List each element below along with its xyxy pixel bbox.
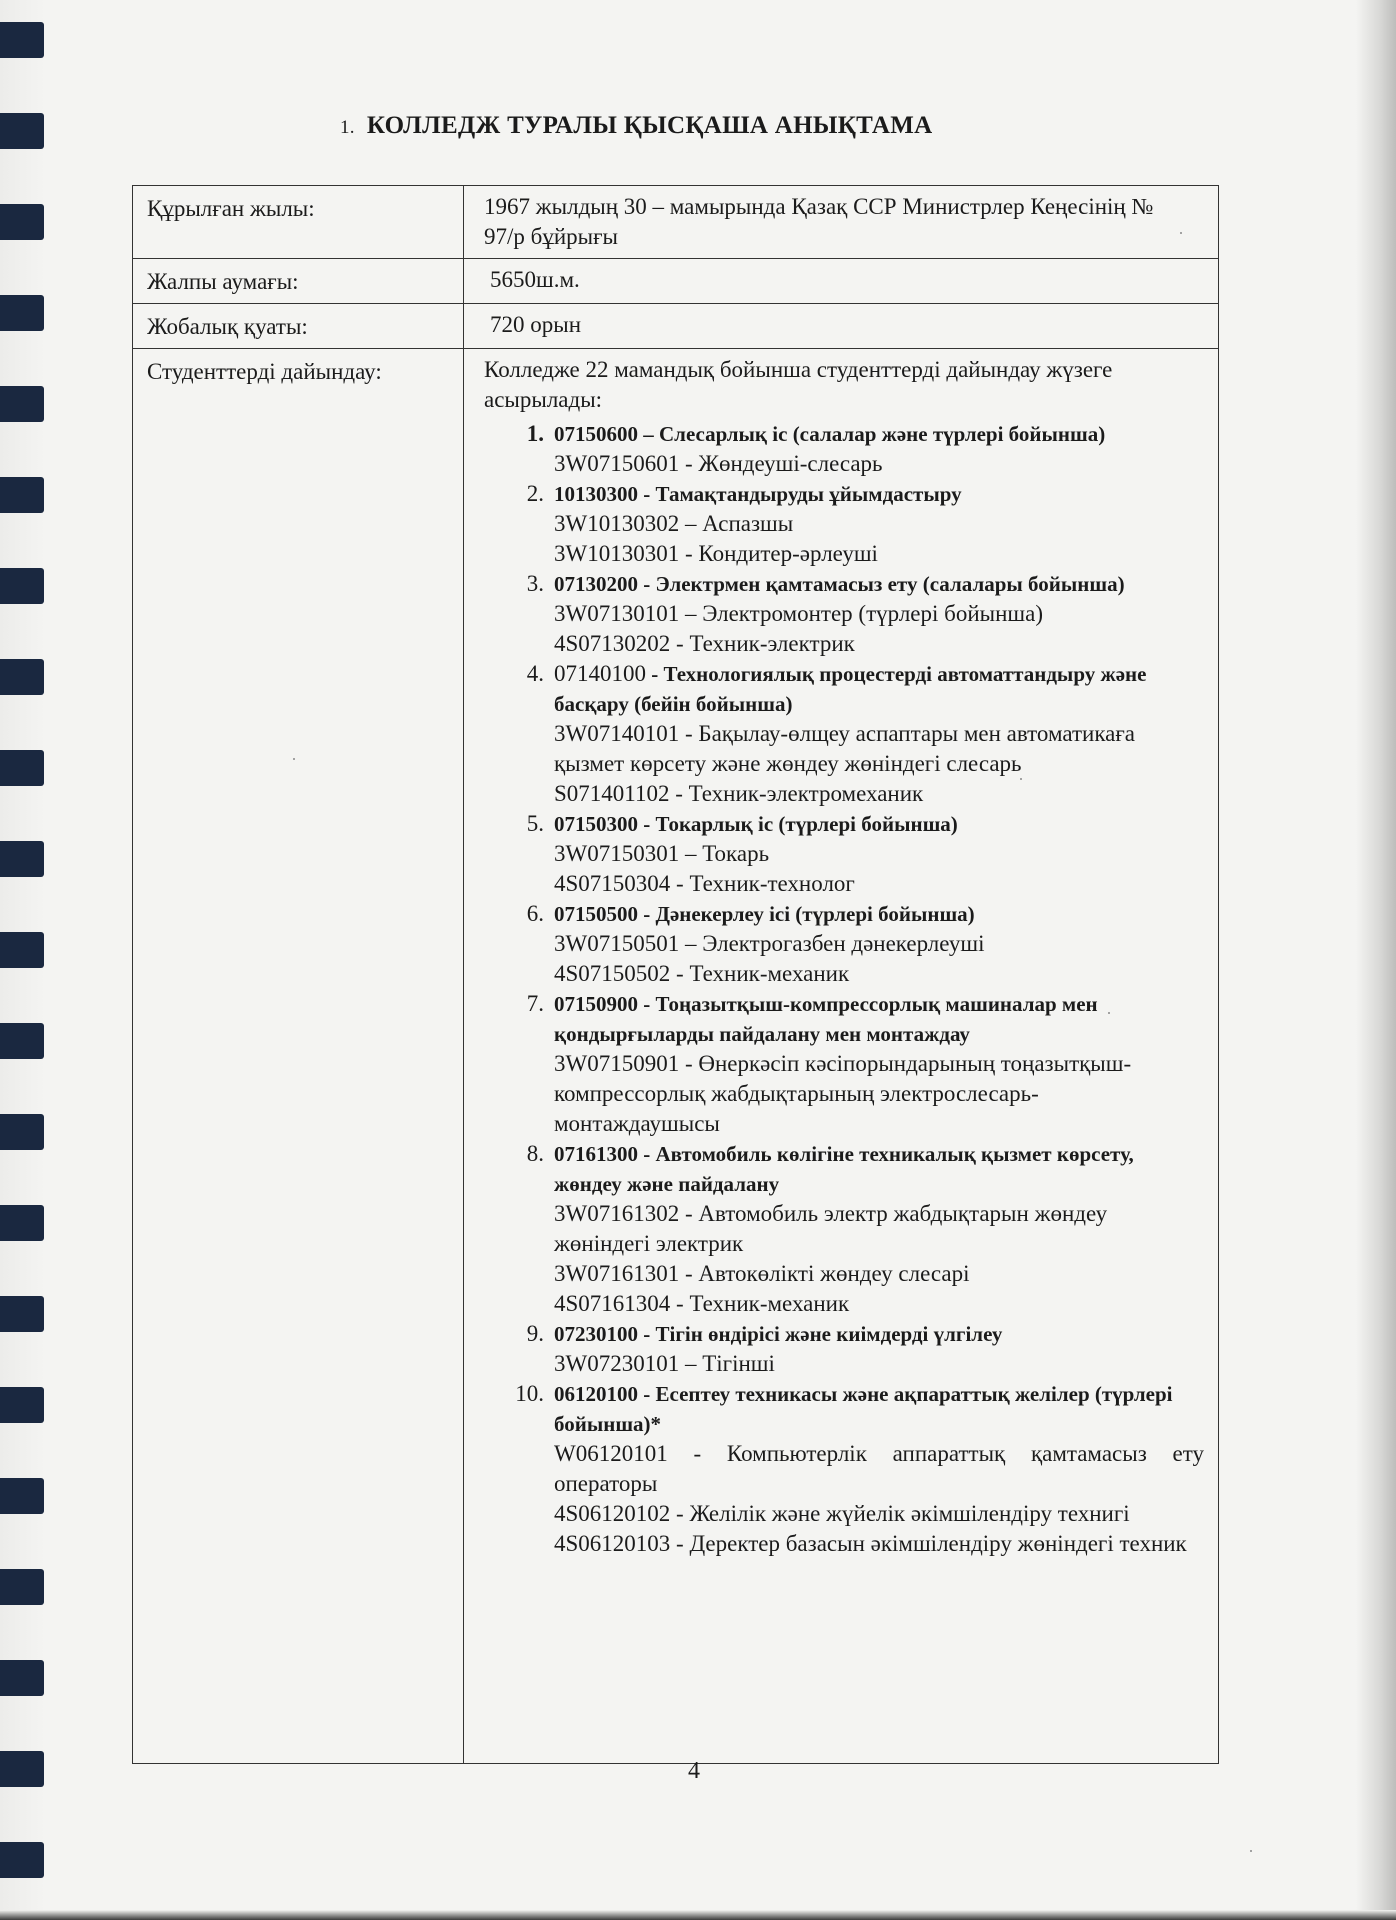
binding-ring [0,932,44,968]
binding-ring [0,204,44,240]
specialty-title: 07230100 - Тігін өндірісі және киімдерді үлгілеу [554,1322,1003,1346]
list-item [484,809,1204,899]
qualification: 3W10130302 – Аспазшы [554,511,794,536]
specialty-title: 07130200 - Электрмен қамтамасыз ету (салалары бойынша) [554,572,1125,596]
heading-title: КОЛЛЕДЖ ТУРАЛЫ ҚЫСҚАША АНЫҚТАМА [366,112,933,139]
list-item [484,569,1204,659]
binding-ring [0,659,44,695]
specialty-title: 07161300 - Автомобиль көлігіне техникалық қызмет көрсету, жөндеу және пайдалану [554,1142,1134,1196]
specialty-name: - Технологиялық процестерді автоматтандыру және басқару (бейін бойынша) [554,662,1147,716]
binding-ring [0,113,44,149]
list-item [484,659,1204,809]
qualification: 3W07150301 – Токарь [554,841,770,866]
row-label: Жобалық қуаты: [133,304,464,349]
page-edge-shadow [1356,0,1396,1920]
binding-ring [0,295,44,331]
specialty-title: 07150900 - Тоңазытқыш-компрессорлық машиналар мен қондырғыларды пайдалану мен монтаждау [554,992,1098,1046]
binding-ring [0,841,44,877]
scan-speck [1108,1012,1110,1014]
qualification: 3W07150901 - Өнеркәсіп кәсіпорындарының тоңазытқыш-компрессорлық жабдықтарының электрослесарь-монтаждаушысы [554,1051,1132,1136]
qualification: 3W07150601 - Жөндеуші-слесарь [554,451,883,476]
scan-speck [1020,778,1022,780]
item-number: 8. [526,1141,544,1166]
binding-ring [0,1842,44,1878]
qualification: 4S07130202 - Техник-электрик [554,631,855,656]
item-number: 7. [526,991,544,1016]
qualification: 4S06120103 - Деректер базасын әкімшілендіру жөніндегі техник [554,1531,1187,1556]
row-value [464,259,1219,304]
list-item [484,1319,1204,1379]
specialty-title: 10130300 - Тамақтандыруды ұйымдастыру [554,482,962,506]
qualification: 3W10130301 - Кондитер-әрлеуші [554,541,878,566]
specialty-code: 07140100 [554,661,646,686]
item-number: 3. [526,571,544,596]
table-row [133,349,1219,1764]
specialty-title [554,659,1204,719]
row-label: Студенттерді дайындау: [133,349,464,1764]
founded-value: 1967 жылдың 30 – мамырында Қазақ ССР Министрлер Кеңесінің № 97/р бұйрығы [484,194,1154,249]
scan-speck [1180,232,1182,234]
scan-speck [293,758,295,760]
binding-ring [0,1660,44,1696]
specialty-title: 06120100 - Есептеу техникасы және ақпараттық желілер (түрлері бойынша)* [554,1382,1173,1436]
list-item [484,419,1204,479]
binding-ring [0,1751,44,1787]
item-number: 2. [526,481,544,506]
row-value [464,186,1219,259]
specialty-title: 07150600 – Слесарлық іс (салалар және түрлері бойынша) [554,422,1106,446]
students-cell [464,349,1219,1764]
binding-ring [0,750,44,786]
item-number: 4. [526,661,544,686]
item-number: 9. [526,1321,544,1346]
binding-ring [0,1205,44,1241]
qualification: 3W07130101 – Электромонтер (түрлері бойынша) [554,601,1043,626]
qualification: 4S07150502 - Техник-механик [554,961,850,986]
qualification: 3W07140101 - Бақылау-өлщеу аспаптары мен автоматикаға қызмет көрсету және жөндеу жөніндегі слесарь [554,721,1136,776]
item-number: 10. [515,1381,544,1406]
row-label: Құрылған жылы: [133,186,464,259]
row-label: Жалпы аумағы: [133,259,464,304]
qualification: 4S07161304 - Техник-механик [554,1291,850,1316]
binding-ring [0,1114,44,1150]
qualification: 4S06120102 - Желілік және жүйелік әкімшілендіру технигі [554,1501,1130,1526]
qualification: 3W07161302 - Автомобиль электр жабдықтарын жөндеу жөніндегі электрик [554,1201,1108,1256]
item-number: 1. [526,421,544,446]
scan-speck [1250,1850,1252,1852]
binding-ring [0,1023,44,1059]
list-item [484,899,1204,989]
item-number: 6. [526,901,544,926]
list-item [484,479,1204,569]
qualification: 3W07161301 - Автокөлікті жөндеу слесарі [554,1261,970,1286]
binding-ring [0,1387,44,1423]
binding-ring [0,1296,44,1332]
binding-ring [0,22,44,58]
item-number: 5. [526,811,544,836]
specialty-title: 07150500 - Дәнекерлеу ісі (түрлері бойынша) [554,902,975,926]
list-item [484,1139,1204,1319]
qualification: W06120101 - Компьютерлік аппараттық қамтамасыз ету операторы [554,1441,1204,1496]
specialty-list [484,419,1204,1559]
qualification: S071401102 - Техник-электромеханик [554,781,924,806]
binding-ring [0,386,44,422]
binding-ring [0,1569,44,1605]
qualification: 3W07150501 – Электрогазбен дәнекерлеуші [554,931,985,956]
binding-ring [0,477,44,513]
capacity-value: 720 орын [490,312,582,337]
specialty-title: 07150300 - Токарлық іс (түрлері бойынша) [554,812,958,836]
section-heading [340,112,933,140]
list-item [484,1379,1204,1559]
qualification: 3W07230101 – Тігінші [554,1351,775,1376]
qualification: 4S07150304 - Техник-технолог [554,871,855,896]
table-row [133,304,1219,349]
area-value: 5650ш.м. [490,267,580,292]
heading-number: 1. [340,117,355,138]
page-bottom-edge [0,1910,1396,1920]
binding-ring [0,1478,44,1514]
binding-ring [0,568,44,604]
list-item [484,989,1204,1139]
table-row [133,259,1219,304]
students-intro: Колледже 22 мамандық бойынша студенттерді дайындау жүзеге асырылады: [484,357,1113,412]
college-info-table [132,185,1219,1764]
page-number: 4 [688,1758,700,1784]
row-value [464,304,1219,349]
table-row [133,186,1219,259]
